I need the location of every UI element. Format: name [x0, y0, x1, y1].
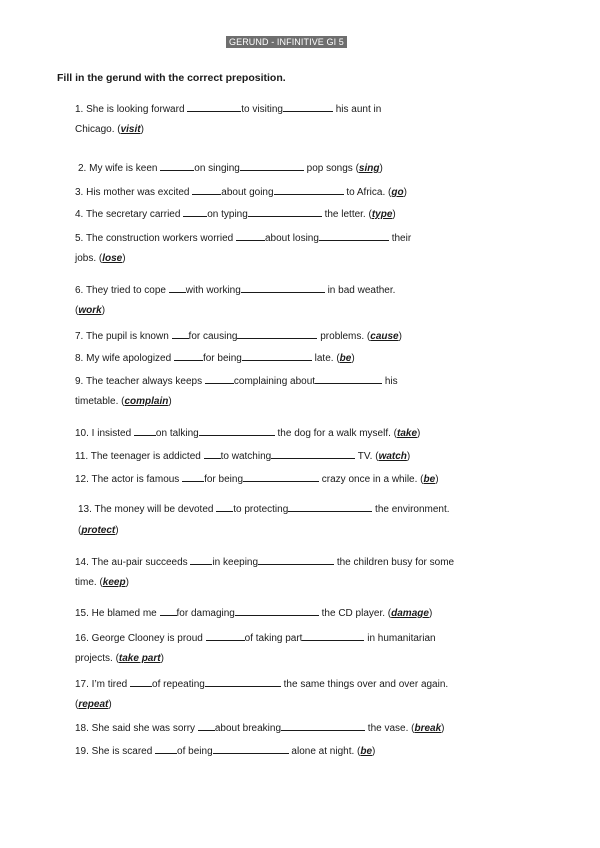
- answer-blank[interactable]: [134, 426, 156, 436]
- verb-hint: complain: [124, 396, 169, 407]
- exercise-line: [75, 606, 432, 620]
- exercise-line: [75, 426, 420, 440]
- exercise-line: [75, 231, 411, 245]
- verb-hint: watch: [378, 451, 407, 462]
- exercise-line: [78, 502, 450, 516]
- verb-hint: break: [414, 723, 442, 734]
- exercise-line: [75, 577, 129, 589]
- verb-hint: keep: [102, 577, 126, 588]
- sentence-text: about losing: [265, 233, 319, 244]
- sentence-text: the same things over and over again.: [280, 679, 449, 690]
- verb-hint: work: [78, 305, 102, 316]
- sentence-text: the dog for a walk myself. (: [274, 428, 398, 439]
- sentence-text: TV. (: [355, 451, 379, 462]
- sentence-text: to Africa. (: [343, 187, 392, 198]
- sentence-text: 9. The teacher always keeps: [75, 376, 205, 387]
- exercise-line: [75, 283, 395, 297]
- answer-blank[interactable]: [258, 555, 334, 565]
- answer-blank[interactable]: [240, 161, 304, 171]
- sentence-text: 7. The pupil is known: [75, 331, 172, 342]
- answer-blank[interactable]: [274, 185, 344, 195]
- sentence-text: about going: [221, 187, 274, 198]
- sentence-text: on talking: [155, 428, 199, 439]
- sentence-text: ): [398, 331, 402, 342]
- sentence-text: 13. The money will be devoted: [78, 504, 217, 515]
- answer-blank[interactable]: [199, 426, 275, 436]
- exercise-line: [75, 631, 436, 645]
- sentence-text: ): [140, 124, 144, 135]
- sentence-text: of being: [177, 746, 213, 757]
- sentence-text: 8. My wife apologized: [75, 353, 174, 364]
- sentence-text: ): [392, 209, 396, 220]
- answer-blank[interactable]: [169, 283, 186, 293]
- verb-hint: take: [397, 428, 418, 439]
- sentence-text: the children busy for some: [334, 557, 455, 568]
- verb-hint: go: [391, 187, 404, 198]
- verb-hint: visit: [120, 124, 141, 135]
- sentence-text: crazy once in a while. (: [319, 474, 424, 485]
- exercise-line: [75, 677, 448, 691]
- sentence-text: for damaging: [176, 608, 235, 619]
- sentence-text: 14. The au-pair succeeds: [75, 557, 191, 568]
- exercise-line: [75, 305, 105, 317]
- sentence-text: on singing: [194, 163, 240, 174]
- sentence-text: ): [403, 187, 407, 198]
- verb-hint: sing: [358, 163, 380, 174]
- sentence-text: the CD player. (: [318, 608, 392, 619]
- sentence-text: 16. George Clooney is proud: [75, 633, 206, 644]
- sentence-text: 11. The teenager is addicted: [75, 451, 204, 462]
- sentence-text: to protecting: [233, 504, 289, 515]
- exercise-line: [78, 525, 119, 537]
- sentence-text: alone at night. (: [288, 746, 361, 757]
- sentence-text: 5. The construction workers worried: [75, 233, 236, 244]
- sentence-text: ): [372, 746, 376, 757]
- sentence-text: his: [382, 376, 398, 387]
- sentence-text: with working: [185, 285, 241, 296]
- sentence-text: ): [417, 428, 421, 439]
- sentence-text: projects. (: [75, 653, 119, 664]
- exercise-line: [75, 744, 375, 758]
- exercise-line: [75, 207, 396, 221]
- exercise-line: [75, 253, 126, 265]
- answer-blank[interactable]: [213, 744, 289, 754]
- exercise-line: [75, 472, 439, 486]
- answer-blank[interactable]: [206, 631, 245, 641]
- sentence-text: 3. His mother was excited: [75, 187, 193, 198]
- answer-blank[interactable]: [160, 161, 194, 171]
- sentence-text: 4. The secretary carried: [75, 209, 184, 220]
- sentence-text: 15. He blamed me: [75, 608, 160, 619]
- sentence-text: ): [441, 723, 445, 734]
- answer-blank[interactable]: [172, 329, 189, 339]
- sentence-text: the environment.: [372, 504, 450, 515]
- verb-hint: cause: [370, 331, 399, 342]
- answer-blank[interactable]: [281, 721, 365, 731]
- sentence-text: ): [351, 353, 355, 364]
- sentence-text: in humanitarian: [364, 633, 436, 644]
- sentence-text: to watching: [220, 451, 272, 462]
- exercise-line: [75, 721, 445, 735]
- answer-blank[interactable]: [216, 502, 233, 512]
- answer-blank[interactable]: [192, 185, 221, 195]
- sentence-text: in bad weather.: [324, 285, 396, 296]
- sentence-text: (: [78, 525, 82, 536]
- answer-blank[interactable]: [248, 207, 322, 217]
- sentence-text: ): [122, 253, 126, 264]
- worksheet-title: GERUND - INFINITIVE GI 5: [226, 36, 347, 48]
- answer-blank[interactable]: [183, 207, 207, 217]
- answer-blank[interactable]: [205, 677, 281, 687]
- sentence-text: 6. They tried to cope: [75, 285, 169, 296]
- sentence-text: 1. She is looking forward: [75, 104, 188, 115]
- sentence-text: jobs. (: [75, 253, 103, 264]
- sentence-text: 17. I’m tired: [75, 679, 131, 690]
- sentence-text: their: [388, 233, 412, 244]
- verb-hint: be: [360, 746, 373, 757]
- sentence-text: on typing: [207, 209, 248, 220]
- sentence-text: the vase. (: [365, 723, 415, 734]
- exercise-line: [75, 329, 402, 343]
- sentence-text: his aunt in: [332, 104, 382, 115]
- sentence-text: Chicago. (: [75, 124, 121, 135]
- sentence-text: 2. My wife is keen: [78, 163, 161, 174]
- sentence-text: of taking part: [244, 633, 303, 644]
- sentence-text: ): [379, 163, 383, 174]
- answer-blank[interactable]: [271, 449, 355, 459]
- answer-blank[interactable]: [160, 606, 177, 616]
- sentence-text: ): [406, 451, 411, 462]
- sentence-text: 18. She said she was sorry: [75, 723, 198, 734]
- exercise-line: [78, 161, 383, 175]
- answer-blank[interactable]: [319, 231, 389, 241]
- exercise-line: [75, 396, 172, 408]
- verb-hint: protect: [81, 525, 116, 536]
- sentence-text: for being: [204, 474, 244, 485]
- exercise-line: [75, 102, 381, 116]
- verb-hint: be: [339, 353, 352, 364]
- sentence-text: pop songs (: [303, 163, 359, 174]
- answer-blank[interactable]: [288, 502, 372, 512]
- exercise-line: [75, 555, 454, 569]
- sentence-text: 12. The actor is famous: [75, 474, 183, 485]
- answer-blank[interactable]: [174, 351, 203, 361]
- sentence-text: (: [75, 305, 79, 316]
- sentence-text: (: [75, 699, 79, 710]
- sentence-text: complaining about: [233, 376, 316, 387]
- sentence-text: for being: [202, 353, 242, 364]
- answer-blank[interactable]: [190, 555, 212, 565]
- verb-hint: repeat: [78, 699, 109, 710]
- verb-hint: be: [423, 474, 436, 485]
- exercise-line: [75, 185, 407, 199]
- answer-blank[interactable]: [243, 472, 319, 482]
- answer-blank[interactable]: [198, 721, 215, 731]
- sentence-text: 19. She is scared: [75, 746, 156, 757]
- exercise-line: [75, 653, 164, 665]
- sentence-text: about breaking: [214, 723, 282, 734]
- exercise-line: [75, 699, 112, 711]
- answer-blank[interactable]: [130, 677, 152, 687]
- verb-hint: type: [371, 209, 393, 220]
- sentence-text: late. (: [311, 353, 340, 364]
- answer-blank[interactable]: [242, 351, 312, 361]
- instruction-text: Fill in the gerund with the correct preposition.: [57, 72, 286, 84]
- answer-blank[interactable]: [315, 374, 382, 384]
- answer-blank[interactable]: [302, 631, 364, 641]
- sentence-text: ): [428, 608, 433, 619]
- answer-blank[interactable]: [241, 283, 325, 293]
- answer-blank[interactable]: [236, 231, 265, 241]
- answer-blank[interactable]: [283, 102, 333, 112]
- sentence-text: of repeating: [152, 679, 205, 690]
- exercise-line: [75, 449, 410, 463]
- verb-hint: damage: [391, 608, 429, 619]
- exercise-line: [75, 351, 355, 365]
- sentence-text: to visiting: [241, 104, 283, 115]
- answer-blank[interactable]: [182, 472, 204, 482]
- sentence-text: for causing: [188, 331, 238, 342]
- answer-blank[interactable]: [155, 744, 177, 754]
- answer-blank[interactable]: [204, 449, 221, 459]
- sentence-text: ): [168, 396, 172, 407]
- sentence-text: ): [108, 699, 112, 710]
- sentence-text: the letter. (: [321, 209, 372, 220]
- sentence-text: ): [435, 474, 439, 485]
- sentence-text: 10. I insisted: [75, 428, 134, 439]
- exercise-line: [75, 124, 144, 136]
- answer-blank[interactable]: [187, 102, 241, 112]
- sentence-text: timetable. (: [75, 396, 125, 407]
- answer-blank[interactable]: [205, 374, 234, 384]
- answer-blank[interactable]: [237, 329, 317, 339]
- sentence-text: ): [125, 577, 129, 588]
- sentence-text: ): [160, 653, 164, 664]
- sentence-text: time. (: [75, 577, 103, 588]
- sentence-text: ): [101, 305, 106, 316]
- exercise-line: [75, 374, 398, 388]
- sentence-text: ): [115, 525, 119, 536]
- verb-hint: take part: [118, 653, 161, 664]
- verb-hint: lose: [102, 253, 123, 264]
- sentence-text: problems. (: [317, 331, 371, 342]
- answer-blank[interactable]: [235, 606, 319, 616]
- sentence-text: in keeping: [212, 557, 259, 568]
